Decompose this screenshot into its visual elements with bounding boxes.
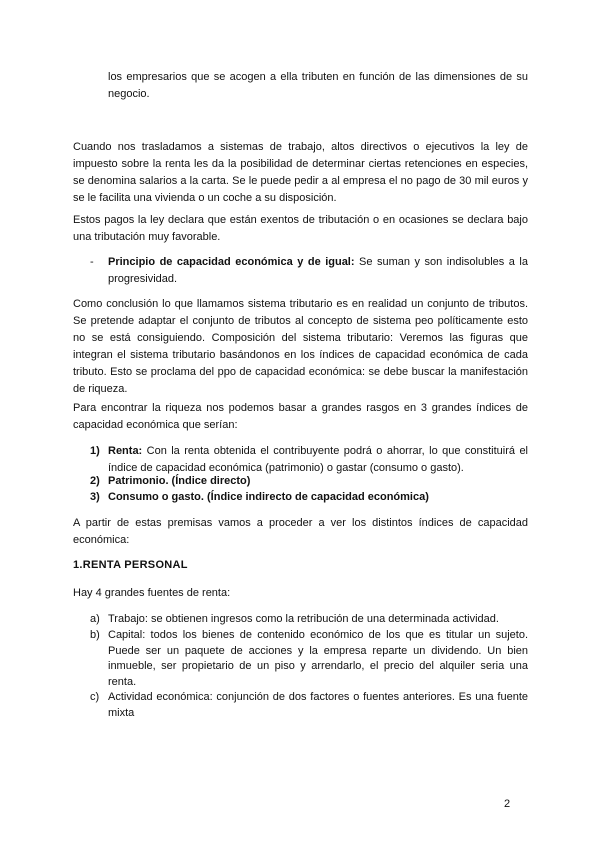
list-item-term: Patrimonio. (Índice directo): [108, 475, 251, 487]
list-item-text: Capital: todos los bienes de contenido económico de los que es titular un sujeto. Puede ser un paquete de acciones y la empresa reparte un dividendo. Un bien inmueble, ser propietario de un piso y arrendarlo, el precio del alquiler seria una renta.: [108, 629, 528, 688]
paragraph-riqueza: Para encontrar la riqueza nos podemos basar a grandes rasgos en 3 grandes índices de capacidad económica que serían:: [73, 402, 528, 431]
list-item-term: Consumo o gasto. (Índice indirecto de capacidad económica): [108, 491, 429, 503]
list-marker: b): [90, 629, 100, 641]
list-marker: 3): [90, 491, 100, 503]
list-item-principio: [90, 254, 528, 288]
list-item-content: [108, 489, 528, 506]
paragraph-directivos: Cuando nos trasladamos a sistemas de trabajo, altos directivos o ejecutivos la ley de impuesto sobre la renta les da la posibilidad de determinar ciertas retenciones en especies, se denomina salarios a la carta. Se le puede pedir a al empresa el no pago de 30 mil euros y se le facilita una vivienda o un coche a su disposición.: [73, 141, 528, 204]
paragraph-pagos: Estos pagos la ley declara que están exentos de tributación o en ocasiones se declara bajo una tributación muy favorable.: [73, 214, 528, 243]
list-marker: 2): [90, 475, 100, 487]
list-item-trabajo: [90, 612, 528, 628]
list-item-content: [108, 473, 528, 490]
section-heading: 1.RENTA PERSONAL: [73, 559, 188, 571]
list-marker: c): [90, 691, 100, 703]
list-item-content: [108, 443, 528, 477]
page-number: 2: [504, 798, 511, 810]
list-marker: 1): [90, 445, 100, 457]
list-item-renta: [90, 443, 528, 477]
list-marker: -: [90, 256, 94, 268]
list-item-text: Trabajo: se obtienen ingresos como la retribución de una determinada actividad.: [108, 613, 499, 625]
list-item-text: Se suman y son indisolubles a la progresividad.: [108, 256, 528, 285]
list-item-term: Renta:: [108, 445, 143, 457]
list-item-text: Con la renta obtenida el contribuyente podrá o ahorrar, lo que constituirá el índice de capacidad económica (patrimonio) o gastar (consumo o gasto).: [108, 445, 528, 474]
list-item-actividad: [90, 690, 528, 721]
paragraph-conclusion: Como conclusión lo que llamamos sistema tributario es en realidad un conjunto de tributos. Se pretende adaptar el conjunto de tributos al concepto de sistema peo políticamente esto no se está consiguiendo. Composición del sistema tributario: Veremos las figuras que integran el sistema tributario basándonos en los índices de capacidad económica de cada tributo. Esto se proclama del ppo de capacidad económica: se debe buscar la manifestación de riqueza.: [73, 298, 528, 395]
list-item-patrimonio: [90, 473, 528, 490]
paragraph-fuentes: Hay 4 grandes fuentes de renta:: [73, 587, 231, 599]
paragraph-continuation: los empresarios que se acogen a ella tributen en función de las dimensiones de su negocio.: [108, 71, 528, 100]
list-item-text: Actividad económica: conjunción de dos factores o fuentes anteriores. Es una fuente mixta: [108, 691, 528, 719]
list-item-content: [108, 254, 528, 288]
list-item-capital: [90, 628, 528, 690]
list-item-consumo: [90, 489, 528, 506]
list-marker: a): [90, 613, 100, 625]
list-item-term: Principio de capacidad económica y de igual:: [108, 256, 355, 268]
paragraph-premisas: A partir de estas premisas vamos a proceder a ver los distintos índices de capacidad económica:: [73, 517, 528, 546]
